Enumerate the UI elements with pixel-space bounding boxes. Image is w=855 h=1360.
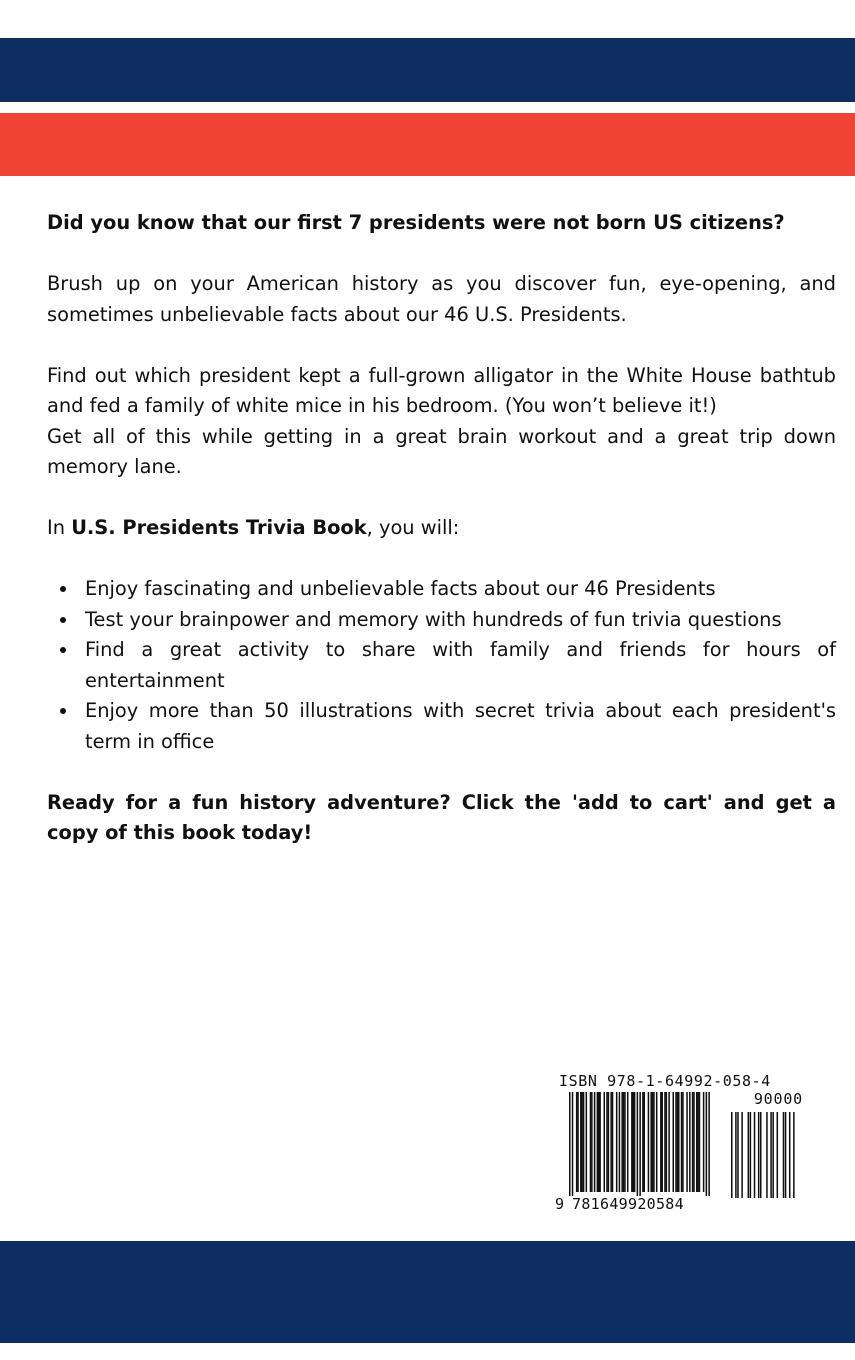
barcode-bar xyxy=(697,1092,699,1192)
red-stripe-band xyxy=(0,113,855,176)
barcode-bar xyxy=(681,1092,683,1192)
benefits-list xyxy=(47,574,836,757)
barcode-bar xyxy=(634,1092,636,1192)
barcode-addon-bar xyxy=(772,1112,774,1198)
paragraph-intro: Brush up on your American history as you discover fun, eye-opening, and sometimes unbelievable facts about our 46 U.S. Presidents. xyxy=(47,272,836,326)
barcode-bar xyxy=(599,1092,601,1192)
barcode-bar xyxy=(569,1092,571,1196)
paragraph-alligator: Find out which president kept a full-grown alligator in the White House bathtub and fed a family of white mice in his bedroom. (You won’t believe it!) xyxy=(47,363,836,417)
barcode-bar xyxy=(624,1092,626,1192)
barcode-addon-bar xyxy=(760,1112,762,1198)
barcode-bars-graphic xyxy=(555,1092,805,1198)
barcode-bar xyxy=(594,1092,596,1192)
barcode-bar xyxy=(693,1092,695,1192)
barcode-addon-bar xyxy=(766,1112,768,1198)
book-title: U.S. Presidents Trivia Book xyxy=(71,516,367,539)
barcode-bar xyxy=(580,1092,582,1192)
barcode-addon-bar xyxy=(750,1112,752,1198)
barcode-bar xyxy=(682,1092,684,1192)
barcode-bar xyxy=(650,1092,652,1192)
barcode-addon-bar xyxy=(789,1112,791,1198)
bullet-icon xyxy=(60,647,66,653)
barcode-bar xyxy=(627,1092,629,1192)
barcode-bar xyxy=(653,1092,655,1192)
barcode-bar xyxy=(648,1092,650,1192)
barcode-bar xyxy=(689,1092,691,1192)
barcode-bar xyxy=(597,1092,599,1192)
barcode-bar xyxy=(703,1092,705,1192)
ean-digits: 781649920584 xyxy=(572,1195,684,1213)
bullet-icon xyxy=(60,586,66,592)
barcode-addon-bar xyxy=(770,1112,772,1198)
list-item: Test your brainpower and memory with hundreds of fun trivia questions xyxy=(85,605,836,636)
paragraph-brain-workout: Get all of this while getting in a great brain workout and a great trip down memory lane. xyxy=(47,424,836,478)
barcode-bar xyxy=(677,1092,679,1192)
headline: Did you know that our first 7 presidents were not born US citizens? xyxy=(47,211,785,234)
barcode-addon-bar xyxy=(735,1112,737,1198)
barcode-addon-bar xyxy=(785,1112,787,1198)
barcode-bar xyxy=(660,1092,662,1192)
barcode-addon-bar xyxy=(754,1112,756,1198)
barcode-addon-bar xyxy=(731,1112,733,1198)
barcode-bar xyxy=(696,1092,698,1192)
barcode-bar xyxy=(699,1092,701,1192)
barcode-bar xyxy=(606,1092,608,1192)
barcode-bar xyxy=(637,1092,639,1196)
closing-call-to-action: Ready for a fun history adventure? Click the 'add to cart' and get a copy of this book today! xyxy=(47,790,836,844)
you-will-intro xyxy=(47,513,836,544)
barcode-bar xyxy=(642,1092,644,1192)
barcode-bar xyxy=(644,1092,646,1192)
barcode-bar xyxy=(598,1092,600,1192)
barcode-bar xyxy=(639,1092,641,1196)
barcode-bar xyxy=(656,1092,658,1192)
barcode-bar xyxy=(621,1092,623,1192)
barcode-bar xyxy=(666,1092,668,1192)
barcode-bar xyxy=(577,1092,579,1192)
bullet-icon xyxy=(60,617,66,623)
barcode-bar xyxy=(586,1092,588,1192)
intro-suffix: , you will: xyxy=(366,516,460,539)
barcode-bar xyxy=(623,1092,625,1192)
ean-first-digit: 9 xyxy=(555,1195,565,1213)
barcode-bar xyxy=(591,1092,593,1192)
barcode-bar xyxy=(583,1092,585,1192)
top-navy-band xyxy=(0,38,855,102)
barcode-bar xyxy=(652,1092,654,1192)
barcode-addon-bar xyxy=(793,1112,795,1198)
barcode-bar xyxy=(610,1092,612,1192)
barcode-bar xyxy=(576,1092,578,1192)
barcode-bar xyxy=(581,1092,583,1192)
list-item: Enjoy more than 50 illustrations with secret trivia about each president's term in office xyxy=(85,696,836,757)
barcode-bar xyxy=(664,1092,666,1192)
intro-prefix: In xyxy=(47,516,72,539)
barcode-addon-bar xyxy=(737,1112,739,1198)
barcode-bar xyxy=(631,1092,633,1192)
list-item: Enjoy fascinating and unbelievable facts about our 46 Presidents xyxy=(85,574,836,605)
barcode-bar xyxy=(678,1092,680,1192)
barcode-bar xyxy=(668,1092,670,1192)
barcode-bar xyxy=(632,1092,634,1192)
barcode-bar xyxy=(706,1092,708,1196)
barcode-bar xyxy=(608,1092,610,1192)
barcode-bar xyxy=(616,1092,618,1192)
barcode-bar xyxy=(612,1092,614,1192)
back-cover-copy xyxy=(47,208,836,849)
price-code: 90000 xyxy=(753,1090,803,1108)
bottom-navy-band xyxy=(0,1241,855,1343)
barcode-bar xyxy=(675,1092,677,1192)
barcode-bar xyxy=(604,1092,606,1192)
barcode-bar xyxy=(673,1092,675,1192)
barcode-addon-bar xyxy=(758,1112,760,1198)
bullet-icon xyxy=(60,708,66,714)
barcode-bar xyxy=(590,1092,592,1192)
barcode-bar xyxy=(708,1092,710,1196)
barcode-addon-bar xyxy=(783,1112,785,1198)
barcode-addon-bar xyxy=(748,1112,750,1198)
barcode-bar xyxy=(572,1092,574,1196)
list-item: Find a great activity to share with family and friends for hours of entertainment xyxy=(85,635,836,696)
barcode-bar xyxy=(619,1092,621,1192)
isbn-barcode xyxy=(555,1072,805,1216)
barcode-addon-bar xyxy=(777,1112,779,1198)
barcode-addon-bar xyxy=(741,1112,743,1198)
barcode-bar xyxy=(692,1092,694,1192)
barcode-bar xyxy=(686,1092,688,1192)
barcode-bar xyxy=(661,1092,663,1192)
isbn-label: ISBN 978-1-64992-058-4 xyxy=(559,1072,771,1090)
